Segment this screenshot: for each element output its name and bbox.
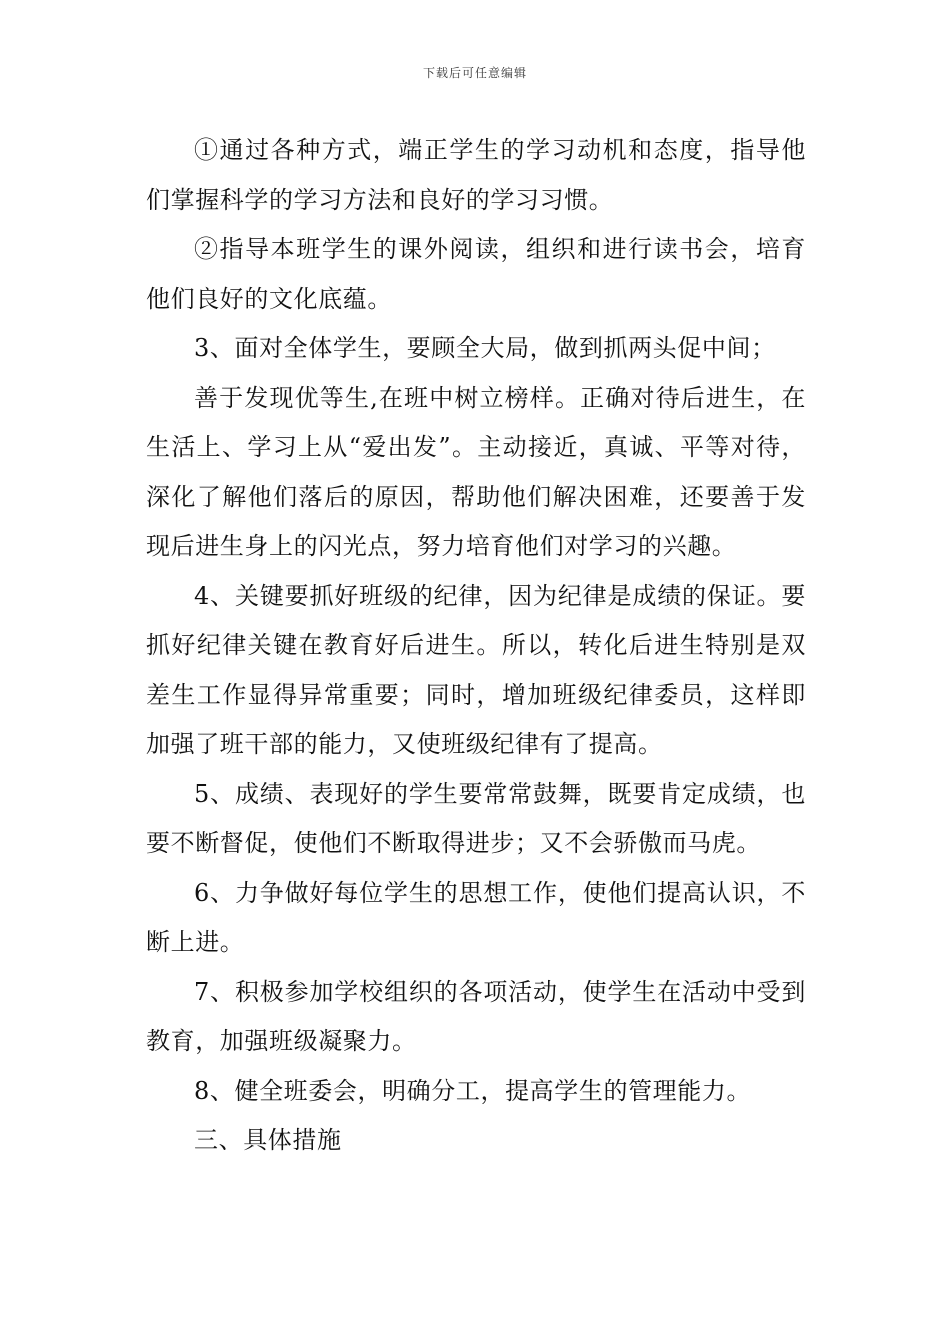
document-body: [146, 126, 806, 1166]
paragraph-4: 善于发现优等生,在班中树立榜样。正确对待后进生，在生活上、学习上从“爱出发”。主动接近，真诚、平等对待，深化了解他们落后的原因，帮助他们解决困难，还要善于发现后进生身上的闪光点，努力培育他们对学习的兴趣。: [146, 383, 806, 560]
paragraph-1: ①通过各种方式，端正学生的学习动机和态度，指导他们掌握科学的学习方法和良好的学习习惯。: [146, 136, 806, 214]
paragraph-6: 5、成绩、表现好的学生要常常鼓舞，既要肯定成绩，也要不断督促，使他们不断取得进步；又不会骄傲而马虎。: [146, 779, 806, 857]
paragraph-3: 3、面对全体学生，要顾全大局，做到抓两头促中间；: [194, 334, 776, 362]
paragraph-9: 8、健全班委会，明确分工，提高学生的管理能力。: [194, 1076, 752, 1105]
section-heading: 三、具体措施: [194, 1126, 342, 1154]
paragraph-8: 7、积极参加学校组织的各项活动，使学生在活动中受到教育，加强班级凝聚力。: [146, 977, 806, 1055]
paragraph-5: 4、关键要抓好班级的纪律，因为纪律是成绩的保证。要抓好纪律关键在教育好后进生。所以，转化后进生特别是双差生工作显得异常重要；同时，增加班级纪律委员，这样即加强了班干部的能力，又使班级纪律有了提高。: [146, 581, 806, 758]
paragraph-7: 6、力争做好每位学生的思想工作，使他们提高认识，不断上进。: [146, 878, 806, 956]
paragraph-2: ②指导本班学生的课外阅读，组织和进行读书会，培育他们良好的文化底蕴。: [146, 235, 806, 313]
page-header: 下载后可任意编辑: [422, 66, 527, 80]
